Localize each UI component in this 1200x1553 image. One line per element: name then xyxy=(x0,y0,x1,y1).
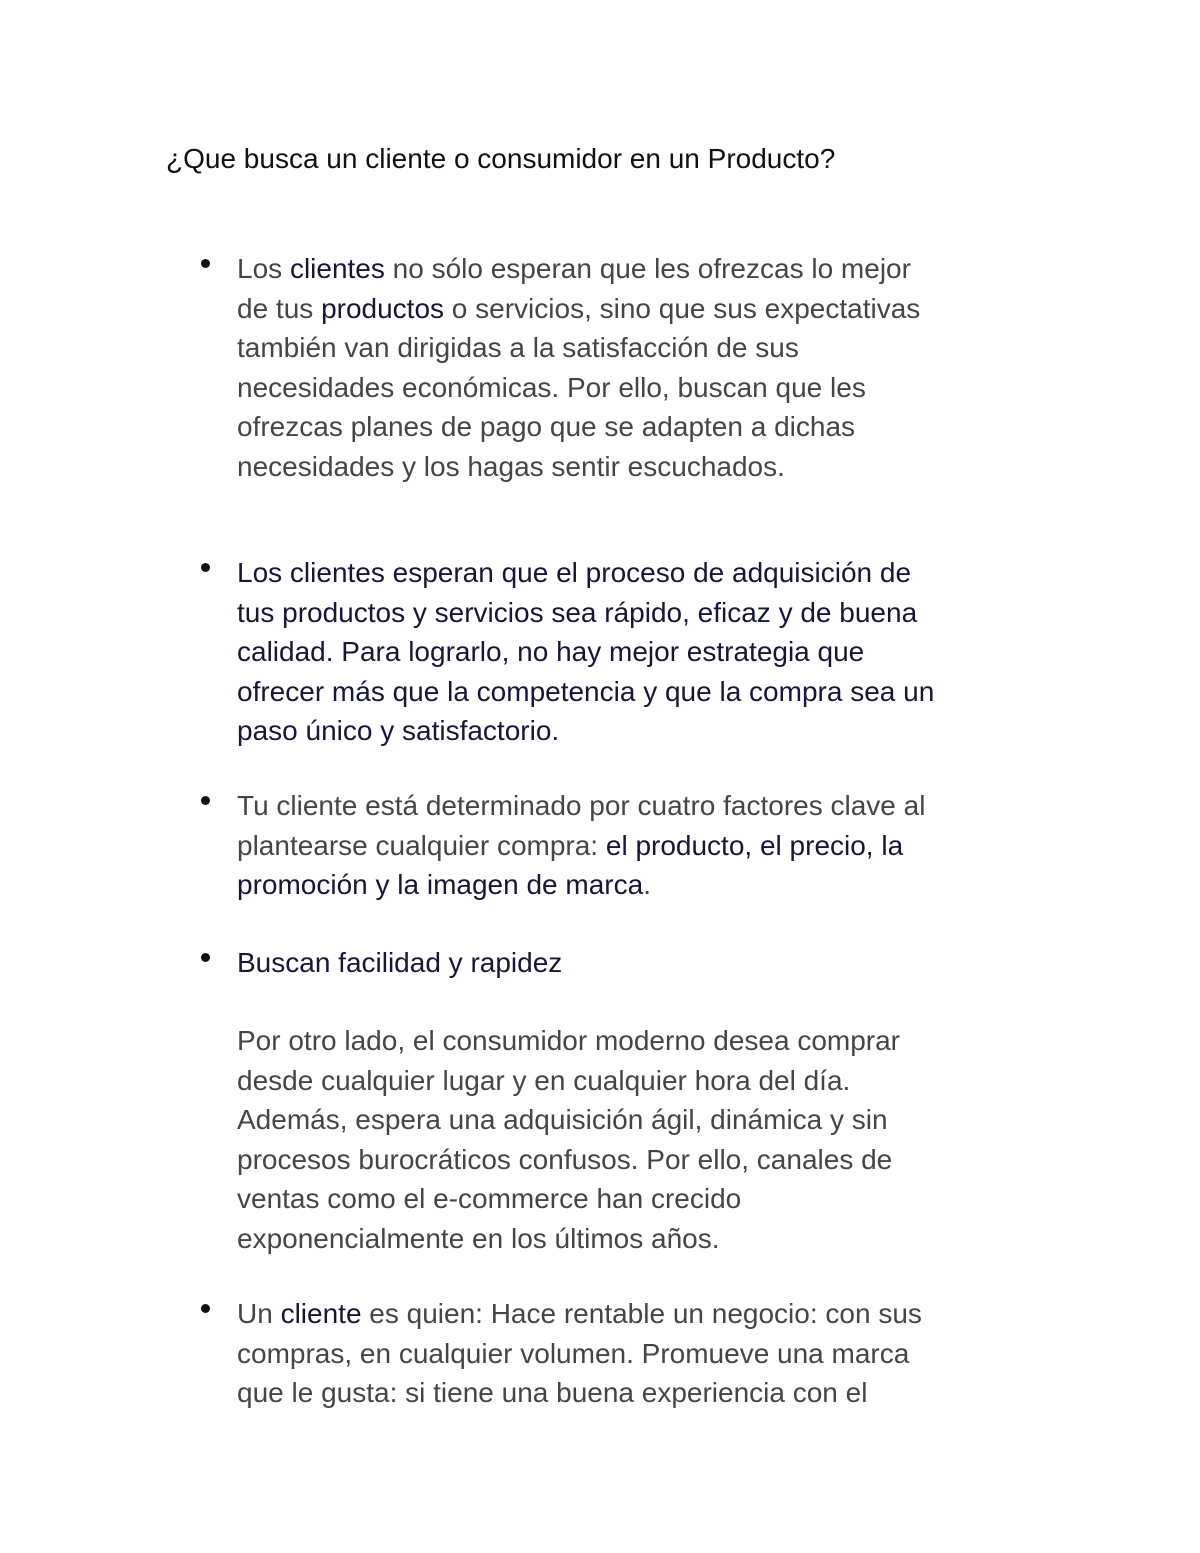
list-item-2 xyxy=(237,553,1037,751)
line: tus productos y servicios sea rápido, eficaz y de buena xyxy=(237,596,918,628)
line: procesos burocráticos confusos. Por ello, canales de xyxy=(237,1143,893,1175)
line: necesidades económicas. Por ello, buscan que les xyxy=(237,371,866,403)
line: ofrecer más que la competencia y que la compra sea un xyxy=(237,675,935,707)
line: Tu cliente está determinado por cuatro factores clave al xyxy=(237,790,926,821)
line: ofrezcas planes de pago que se adapten a dichas xyxy=(237,411,856,442)
paragraph xyxy=(237,1021,1037,1258)
line: calidad. Para lograrlo, no hay mejor estrategia que xyxy=(237,636,865,667)
line: de tus productos o servicios, sino que sus expectativas xyxy=(237,292,921,324)
list-item-4 xyxy=(237,943,1037,983)
line: Además, espera una adquisición ágil, dinámica y sin xyxy=(237,1104,888,1135)
link-productos[interactable]: productos xyxy=(321,292,445,324)
line: paso único y satisfactorio. xyxy=(237,715,560,746)
page-title: ¿Que busca un cliente o consumidor en un Producto? xyxy=(166,143,836,174)
line: ventas como el e-commerce han crecido xyxy=(237,1183,742,1214)
line: Los clientes no sólo esperan que les ofrezcas lo mejor xyxy=(237,253,911,284)
line: también van dirigidas a la satisfacción de sus xyxy=(237,332,799,363)
bullet-icon xyxy=(201,563,210,572)
link-clientes[interactable]: clientes xyxy=(289,253,385,284)
bullet-icon xyxy=(201,796,210,805)
line: compras, en cualquier volumen. Promueve una marca xyxy=(237,1337,910,1369)
line: necesidades y los hagas sentir escuchados. xyxy=(237,450,785,482)
bullet-icon xyxy=(201,1304,210,1313)
line: desde cualquier lugar y en cualquier hora del día. xyxy=(237,1064,851,1096)
line: promoción y la imagen de marca. xyxy=(237,869,651,900)
line: Buscan facilidad y rapidez xyxy=(237,947,563,978)
line: Los clientes esperan que el proceso de adquisición de xyxy=(237,557,912,588)
link-cliente[interactable]: cliente xyxy=(280,1298,362,1329)
line: que le gusta: si tiene una buena experiencia con el xyxy=(237,1377,868,1408)
line: Un cliente es quien: Hace rentable un negocio: con sus xyxy=(237,1298,922,1329)
list-item-5 xyxy=(237,1294,1037,1413)
line: Por otro lado, el consumidor moderno desea comprar xyxy=(237,1025,901,1056)
bullet-icon xyxy=(201,259,210,268)
list-item-1 xyxy=(237,249,1037,486)
bullet-icon xyxy=(201,953,210,962)
line: exponencialmente en los últimos años. xyxy=(237,1222,720,1254)
list-item-3 xyxy=(237,786,1037,905)
line: plantearse cualquier compra: el producto, el precio, la xyxy=(237,829,904,861)
